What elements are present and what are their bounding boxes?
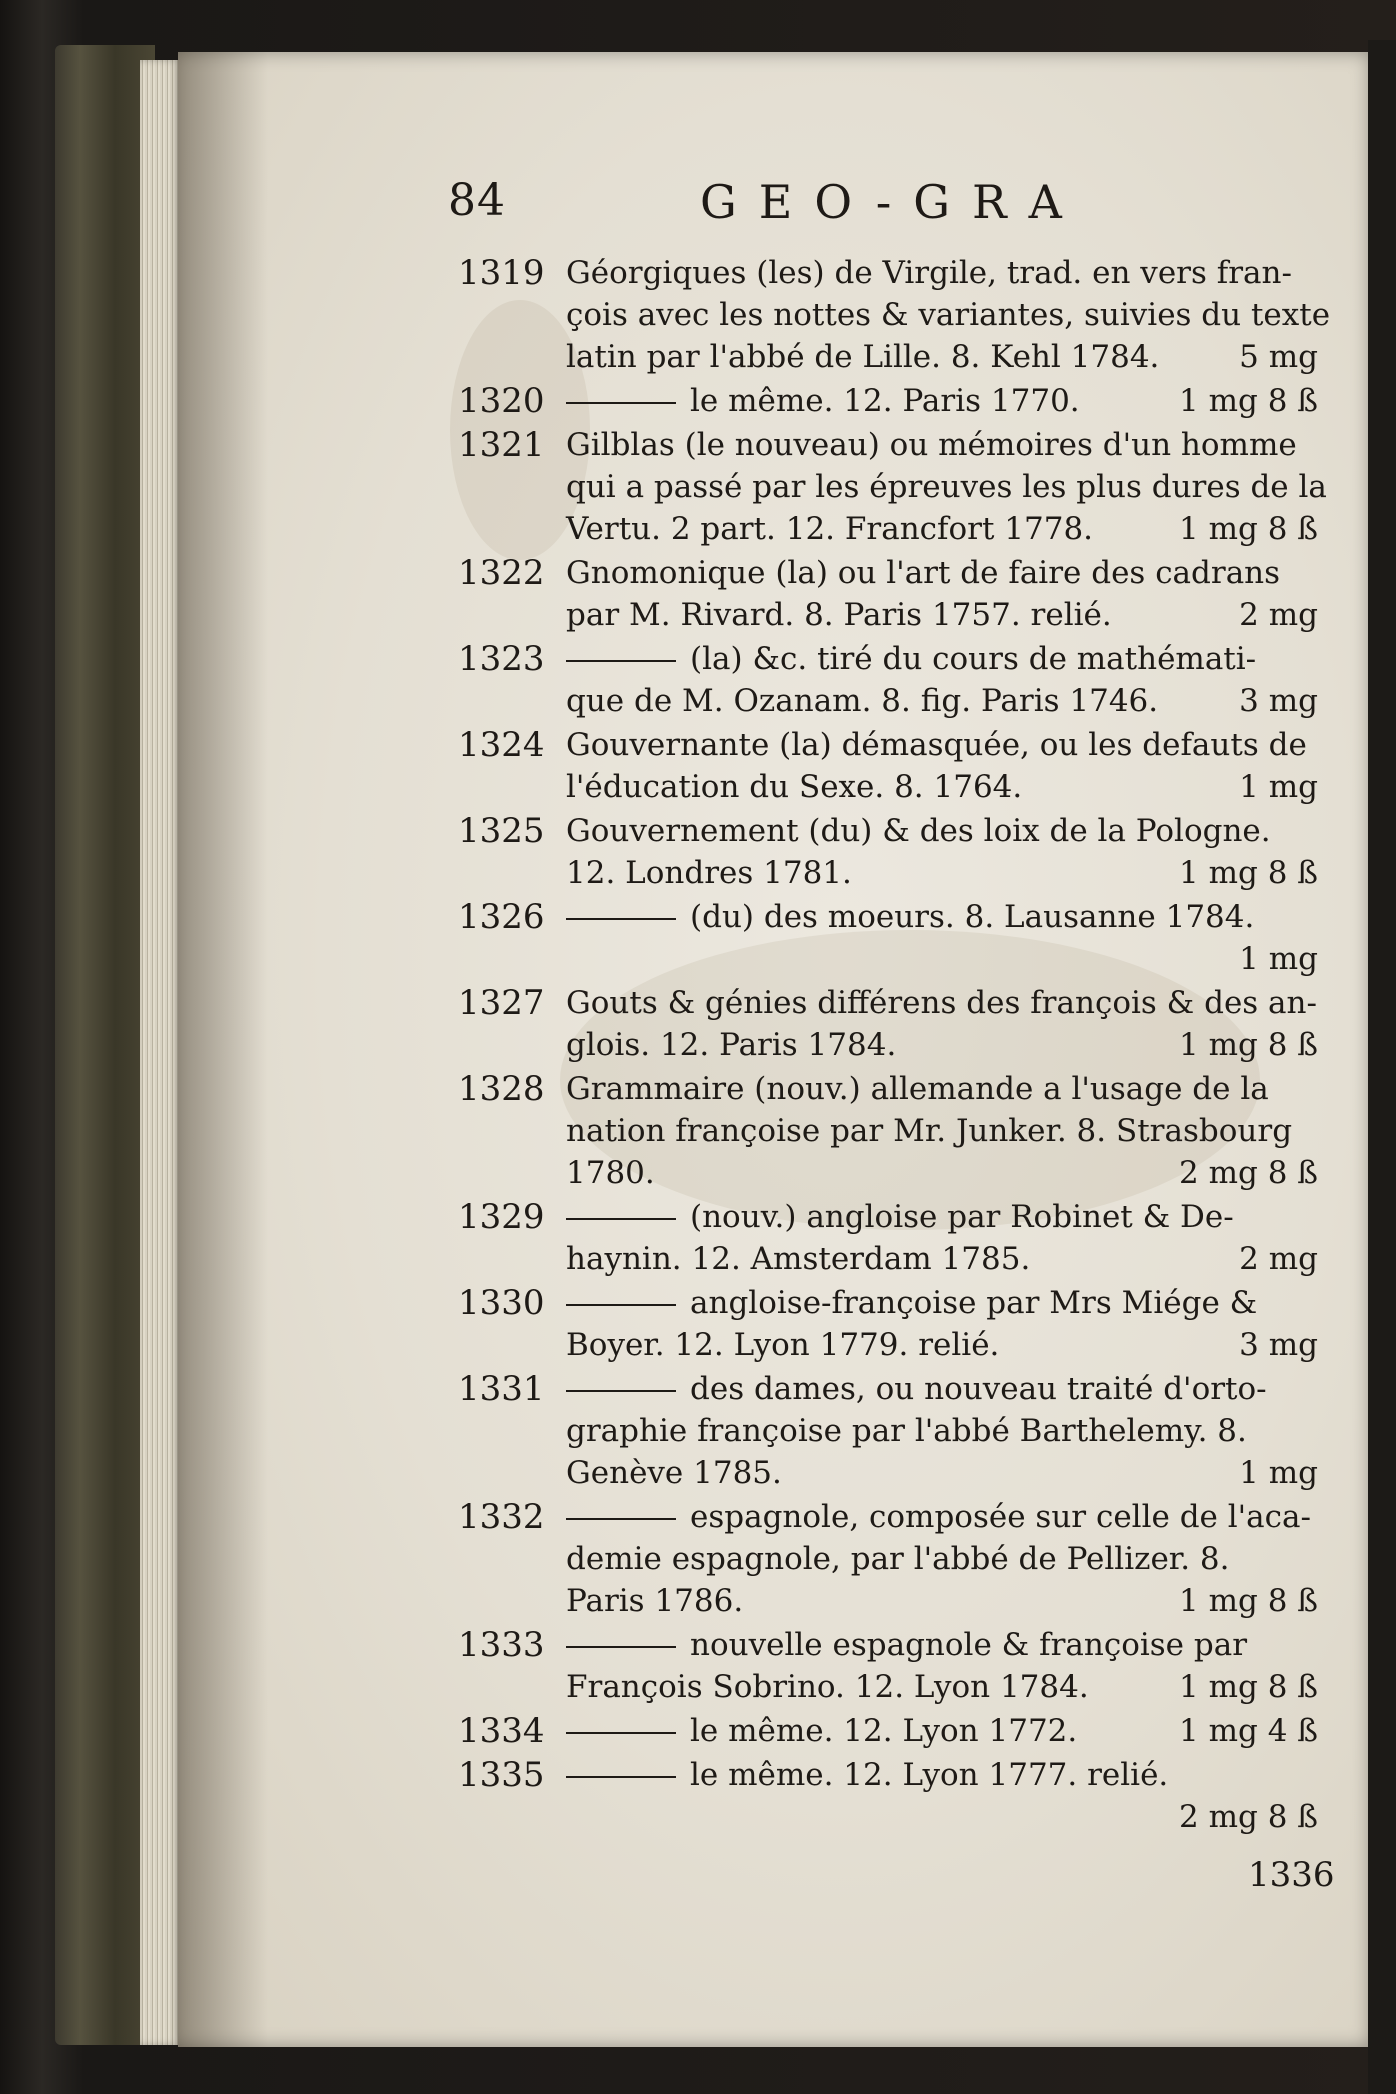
entry-line	[566, 982, 1318, 1024]
ditto-dash	[566, 1218, 676, 1220]
page-edges	[140, 60, 180, 2045]
entry-line-text: Gilblas (le nouveau) ou mémoires d'un homme	[566, 427, 1297, 463]
entry-text	[566, 1710, 1318, 1752]
entry-price: 1 mg 8 ß	[1179, 1027, 1318, 1063]
entry-line	[566, 1282, 1318, 1324]
ditto-dash	[566, 918, 676, 920]
entry-text	[566, 810, 1318, 894]
entry-price: 2 mg	[1239, 1241, 1318, 1277]
entry-text	[566, 1368, 1318, 1494]
entry-line	[566, 638, 1318, 680]
entry-number: 1328	[458, 1069, 545, 1109]
entry-line	[566, 1754, 1318, 1796]
catchword: 1336	[1248, 1855, 1335, 1895]
entry-line	[566, 1580, 1318, 1622]
entry-number: 1329	[458, 1197, 545, 1237]
entry-text	[566, 380, 1318, 422]
ditto-dash	[566, 1732, 676, 1734]
entry-price: 1 mg	[1239, 1455, 1318, 1491]
entry-text	[566, 1754, 1318, 1838]
ditto-dash	[566, 660, 676, 662]
entry-line-text: (du) des moeurs. 8. Lausanne 1784.	[690, 899, 1255, 935]
entry-line-text: Vertu. 2 part. 12. Francfort 1778.	[566, 511, 1094, 547]
entry-line	[566, 466, 1327, 508]
entry-number: 1323	[458, 639, 545, 679]
entry-line-text: graphie françoise par l'abbé Barthelemy. 8.	[566, 1413, 1247, 1449]
entry-line-text: demie espagnole, par l'abbé de Pellizer. 8.	[566, 1541, 1230, 1577]
entry-line-text: Genève 1785.	[566, 1455, 782, 1491]
entry-text	[566, 1282, 1318, 1366]
entry-line-text: Paris 1786.	[566, 1583, 744, 1619]
entry-text	[566, 1068, 1318, 1194]
entry-text	[566, 424, 1327, 550]
entry-text	[566, 638, 1318, 722]
entry-price: 1 mg 8 ß	[1179, 383, 1318, 419]
entry-line-text: glois. 12. Paris 1784.	[566, 1027, 897, 1063]
entry-line-text: haynin. 12. Amsterdam 1785.	[566, 1241, 1031, 1277]
ditto-dash	[566, 1646, 676, 1648]
entry-line	[566, 1238, 1318, 1280]
entry-line	[566, 1496, 1318, 1538]
entry-line	[566, 294, 1331, 336]
entry-number: 1325	[458, 811, 545, 851]
entry-line-text: François Sobrino. 12. Lyon 1784.	[566, 1669, 1089, 1705]
entry-line	[566, 1324, 1318, 1366]
entry-line-text: l'éducation du Sexe. 8. 1764.	[566, 769, 1023, 805]
entry-number: 1334	[458, 1711, 545, 1751]
entry-line	[566, 252, 1318, 294]
entry-line	[566, 1410, 1318, 1452]
entry-number: 1322	[458, 553, 545, 593]
entry-line	[566, 1368, 1318, 1410]
entry-price: 2 mg 8 ß	[1179, 1799, 1318, 1835]
entry-line	[566, 594, 1318, 636]
entry-line-text: nation françoise par Mr. Junker. 8. Strasbourg	[566, 1113, 1293, 1149]
ditto-dash	[566, 1776, 676, 1778]
entry-line	[566, 724, 1318, 766]
entry-text	[566, 896, 1318, 980]
gutter-shadow	[178, 52, 268, 2047]
ditto-dash	[566, 1304, 676, 1306]
entry-line	[566, 1068, 1318, 1110]
entry-line-text: nouvelle espagnole & françoise par	[690, 1627, 1248, 1663]
entry-line-text: 12. Londres 1781.	[566, 855, 852, 891]
entry-text	[566, 1496, 1318, 1622]
entry-line	[566, 1666, 1318, 1708]
entry-line	[566, 1538, 1318, 1580]
entry-price: 3 mg	[1239, 683, 1318, 719]
entry-price: 1 mg	[1239, 769, 1318, 805]
entry-line-text: 1780.	[566, 1155, 655, 1191]
entry-line	[566, 1024, 1318, 1066]
entry-line-text: par M. Rivard. 8. Paris 1757. relié.	[566, 597, 1112, 633]
entry-number: 1332	[458, 1497, 545, 1537]
ditto-dash	[566, 1390, 676, 1392]
entry-text	[566, 252, 1331, 378]
entry-line-text: le même. 12. Paris 1770.	[690, 383, 1080, 419]
entry-price: 1 mg 8 ß	[1179, 511, 1318, 547]
entry-line	[566, 508, 1318, 550]
entry-price: 1 mg	[1239, 941, 1318, 977]
entry-number: 1335	[458, 1755, 545, 1795]
entry-number: 1326	[458, 897, 545, 937]
entry-line	[566, 896, 1318, 938]
entry-line	[566, 1110, 1318, 1152]
entry-number: 1331	[458, 1369, 545, 1409]
entry-price: 1 mg 4 ß	[1179, 1713, 1318, 1749]
entry-price: 1 mg 8 ß	[1179, 1583, 1318, 1619]
entry-line	[566, 810, 1318, 852]
entry-number: 1320	[458, 381, 545, 421]
entry-line-text: que de M. Ozanam. 8. fig. Paris 1746.	[566, 683, 1159, 719]
entry-line	[566, 1196, 1318, 1238]
entry-line-text: latin par l'abbé de Lille. 8. Kehl 1784.	[566, 339, 1160, 375]
entry-price: 3 mg	[1239, 1327, 1318, 1363]
entry-number: 1324	[458, 725, 545, 765]
entry-text	[566, 982, 1318, 1066]
entry-price: 1 mg 8 ß	[1179, 1669, 1318, 1705]
page-number: 84	[448, 175, 506, 226]
entry-text	[566, 552, 1318, 636]
entry-line	[566, 680, 1318, 722]
entry-line-text: angloise-françoise par Mrs Miége &	[690, 1285, 1258, 1321]
entry-line-text: çois avec les nottes & variantes, suivies du texte	[566, 297, 1331, 333]
entry-number: 1330	[458, 1283, 545, 1323]
entry-line	[566, 380, 1318, 422]
entry-price: 2 mg	[1239, 597, 1318, 633]
entry-line-text: (la) &c. tiré du cours de mathémati-	[690, 641, 1257, 677]
entry-text	[566, 1624, 1318, 1708]
entry-line-text: Boyer. 12. Lyon 1779. relié.	[566, 1327, 1000, 1363]
entry-line-text: (nouv.) angloise par Robinet & De-	[690, 1199, 1234, 1235]
entry-line	[566, 852, 1318, 894]
entry-number: 1319	[458, 253, 545, 293]
entry-line-text: qui a passé par les épreuves les plus dures de la	[566, 469, 1327, 505]
entry-number: 1333	[458, 1625, 545, 1665]
entry-line-text: le même. 12. Lyon 1777. relié.	[690, 1757, 1169, 1793]
entry-line	[566, 1710, 1318, 1752]
entry-line-text: le même. 12. Lyon 1772.	[690, 1713, 1078, 1749]
entry-line	[566, 1624, 1318, 1666]
entry-line-text: Gnomonique (la) ou l'art de faire des cadrans	[566, 555, 1281, 591]
entry-line-text: Grammaire (nouv.) allemande a l'usage de la	[566, 1071, 1269, 1107]
entry-line-text: Gouvernement (du) & des loix de la Pologne.	[566, 813, 1271, 849]
entry-line	[566, 1152, 1318, 1194]
entry-line-text: espagnole, composée sur celle de l'aca-	[690, 1499, 1311, 1535]
entry-price: 5 mg	[1239, 339, 1318, 375]
ditto-dash	[566, 402, 676, 404]
running-head: GEO-GRA	[700, 175, 1084, 229]
entry-price: 2 mg 8 ß	[1179, 1155, 1318, 1191]
entry-line	[566, 336, 1318, 378]
entry-price: 1 mg 8 ß	[1179, 855, 1318, 891]
entry-line-text: des dames, ou nouveau traité d'orto-	[690, 1371, 1267, 1407]
scan-right-edge	[1368, 40, 1396, 2094]
entry-number: 1321	[458, 425, 545, 465]
entry-line-text: Gouvernante (la) démasquée, ou les defauts de	[566, 727, 1307, 763]
entry-text	[566, 1196, 1318, 1280]
entry-line-text: Géorgiques (les) de Virgile, trad. en vers fran-	[566, 255, 1292, 291]
page-header	[0, 175, 1396, 245]
entry-line-text: Gouts & génies différens des françois & des an-	[566, 985, 1317, 1021]
entry-text	[566, 724, 1318, 808]
entry-line	[566, 552, 1318, 594]
entry-number: 1327	[458, 983, 545, 1023]
entry-line	[566, 1452, 1318, 1494]
entry-line	[566, 766, 1318, 808]
ditto-dash	[566, 1518, 676, 1520]
entry-line	[566, 424, 1318, 466]
